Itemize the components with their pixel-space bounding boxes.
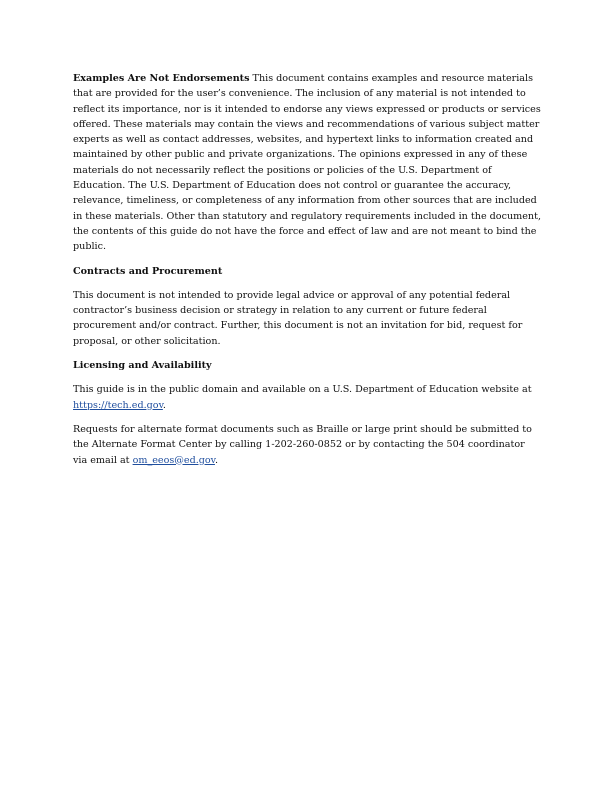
disclaimer-lead: Examples Are Not Endorsements: [73, 73, 250, 84]
contracts-paragraph: This document is not intended to provide legal advice or approval of any potential federal contractor’s business decision or strategy in relation to any current or future federal procurement and/or contract. Further, this document is not an invitation for bid, request for proposal, or other solicitation.: [73, 289, 523, 347]
licensing-heading: Licensing and Availability: [73, 360, 212, 372]
alternate-format-paragraph: [73, 422, 541, 468]
document-page: [73, 71, 541, 468]
licensing-text: This guide is in the public domain and available on a U.S. Department of Education website at: [73, 384, 532, 396]
tech-ed-link[interactable]: https://tech.ed.gov: [73, 399, 163, 411]
email-link[interactable]: om_eeos@ed.gov: [132, 454, 215, 466]
licensing-text-end: .: [162, 399, 166, 411]
disclaimer-paragraph: [73, 71, 541, 255]
licensing-paragraph: [73, 382, 541, 413]
disclaimer-body: This document contains examples and resource materials that are provided for the user’s convenience. The inclusion of any material is not intended to reflect its importance, nor is it intended to endorse any views expressed or products or services offered. These materials may contain the views and recommendations of various subject matter experts as well as contact addresses, websites, and hypertext links to information created and maintained by other public and private organizations. The opinions expressed in any of these materials do not necessarily reflect the positions or policies of the U.S. Department of Education. The U.S. Department of Education does not control or guarantee the accuracy, relevance, timeliness, or completeness of any information from other sources that are included in these materials. Other than statutory and regulatory requirements included in the document, the contents of this guide do not have the force and effect of law and are not meant to bind the public.: [73, 73, 541, 253]
contracts-heading: Contracts and Procurement: [73, 265, 223, 277]
alternate-format-text-end: .: [214, 454, 219, 466]
alternate-format-text: Requests for alternate format documents such as Braille or large print should be submitted to the Alternate Format Center by calling 1-202-260-0852 or by contacting the 504 coordinator via email at: [73, 423, 532, 466]
